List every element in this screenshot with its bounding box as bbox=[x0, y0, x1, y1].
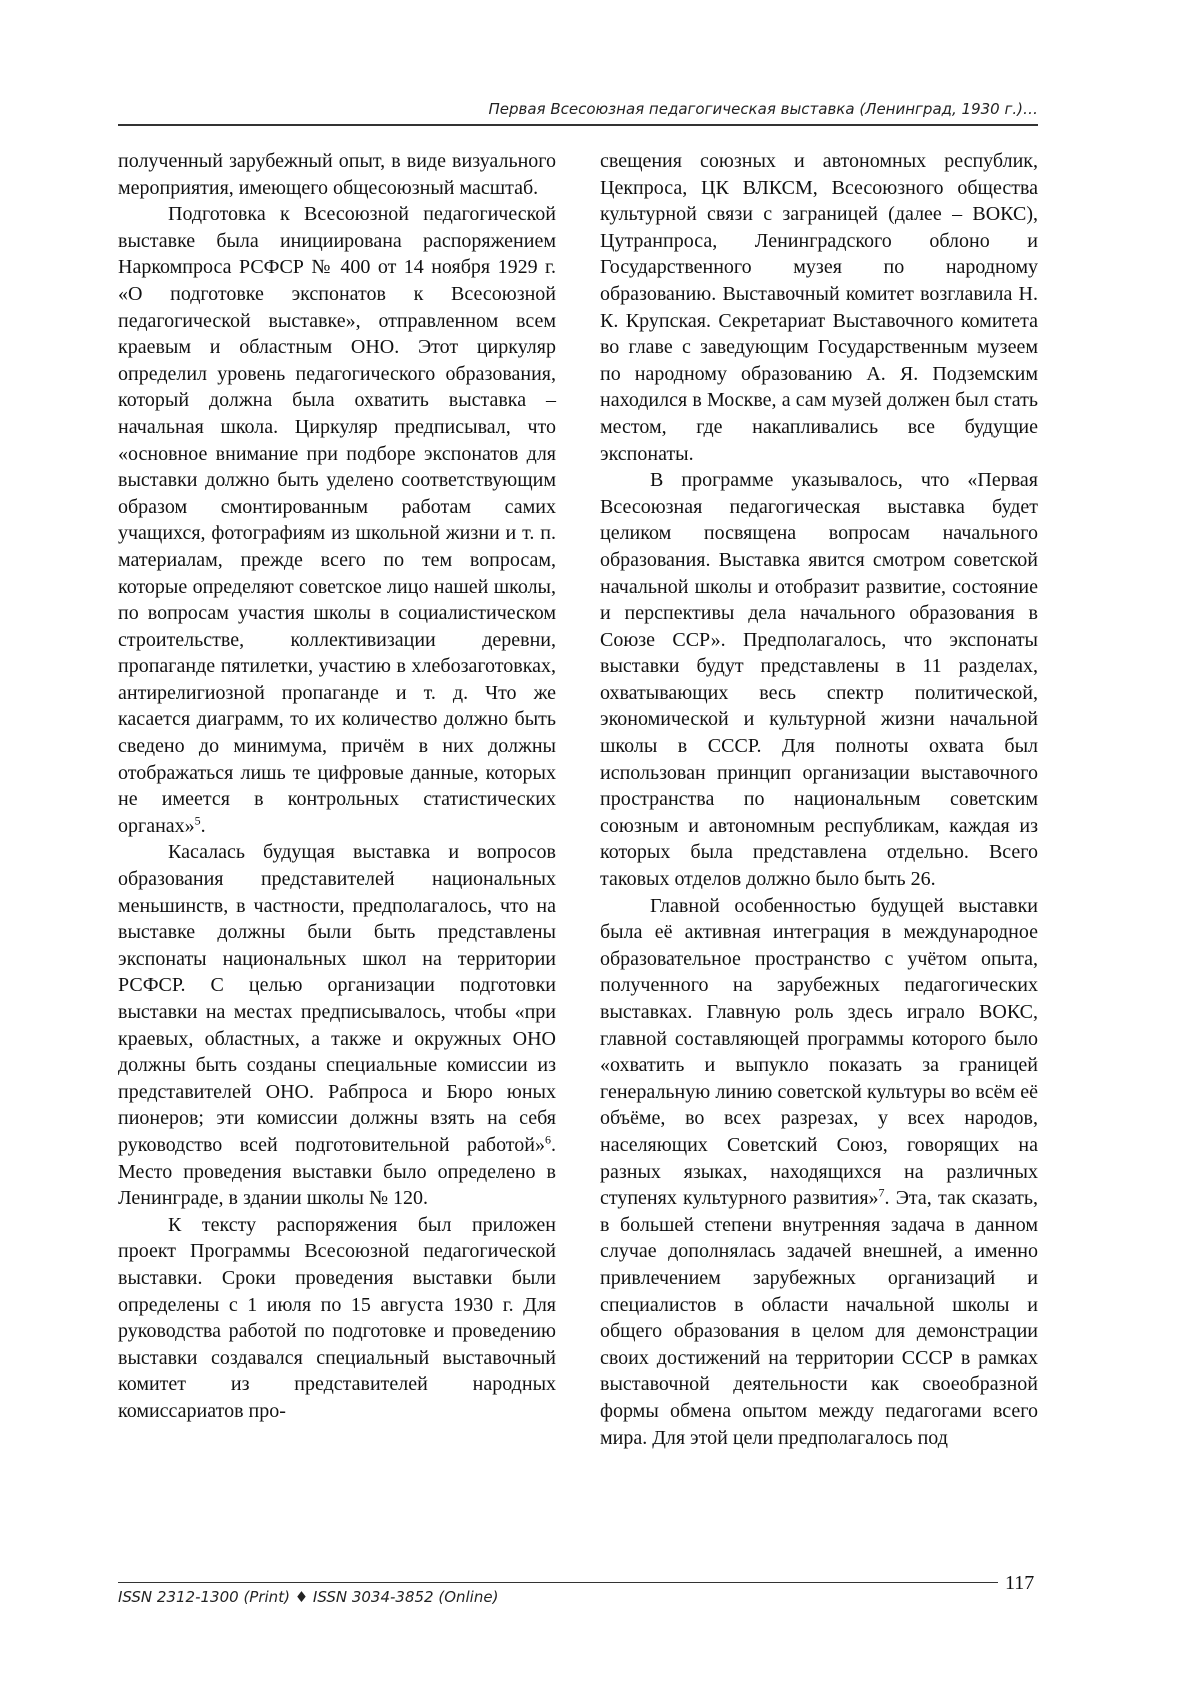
issn-line: ISSN 2312-1300 (Print) ♦ ISSN 3034-3852 (Online) bbox=[118, 1588, 499, 1606]
paragraph-text: Подготовка к Всесоюзной педагогической выставке была инициирована распоряжением Наркомпроса РСФСР № 400 от 14 ноября 1929 г. «О подготовке экспонатов к Всесоюзной педагогической выставке», отправленном всем краевым и областным ОНО. Этот циркуляр определил уровень педагогического образования, который должна была охватить выставка – начальная школа. Циркуляр предписывал, что «основное внимание при подборе экспонатов для выставки должно быть уделено соответствующим образом смонтированным работам самих учащихся, фотографиям из школьной жизни и т. п. материалам, прежде всего по тем вопросам, которые определяют советское лицо нашей школы, по вопросам участия школы в социалистическом строительстве, коллективизации деревни, пропаганде пятилетки, участию в хлебозаготовках, антирелигиозной пропаганде и т. д. Что же касается диаграмм, то их количество должно быть сведено до минимума, причём в них должны отображаться лишь те цифровые данные, которых не имеется в контрольных статистических органах» bbox=[118, 203, 556, 837]
paragraph-text: . Место проведения выставки было определено в Ленинграде, в здании школы № 120. bbox=[118, 1133, 556, 1210]
footer-rule bbox=[118, 1582, 998, 1583]
right-column bbox=[600, 148, 1038, 1451]
paragraph-text: Касалась будущая выставка и вопросов образования представителей национальных меньшинств, в частности, предполагалось, что на выставке должны были быть представлены экспонаты национальных школ на территории РСФСР. С целью организации подготовки выставки на местах предписывалось, чтобы «при краевых, областных, а также и окружных ОНО должны быть созданы специальные комиссии из представителей ОНО. Рабпроса и Бюро юных пионеров; эти комиссии должны взять на себя руководство всей подготовительной работой» bbox=[118, 841, 556, 1156]
paragraph: К тексту распоряжения был приложен проект Программы Всесоюзной педагогической выставки. Сроки проведения выставки были определены с 1 июля по 15 августа 1930 г. Для руководства работой по подготовке и проведению выставки создавался специальный выставочный комитет из представителей народных комиссариатов про- bbox=[118, 1213, 556, 1422]
paragraph bbox=[118, 201, 556, 839]
footnote-ref[interactable]: 7 bbox=[878, 1185, 885, 1200]
left-column bbox=[118, 148, 556, 1425]
running-title: Первая Всесоюзная педагогическая выставка (Ленинград, 1930 г.)… bbox=[488, 100, 1038, 118]
footnote-ref[interactable]: 5 bbox=[194, 813, 201, 828]
paragraph bbox=[118, 839, 556, 1211]
footnote-ref[interactable]: 6 bbox=[545, 1132, 551, 1147]
paragraph: полученный зарубежный опыт, в виде визуального мероприятия, имеющего общесоюзный масштаб. bbox=[118, 150, 556, 199]
paragraph bbox=[600, 893, 1038, 1451]
paragraph-text: Главной особенностью будущей выставки была её активная интеграция в международное образовательное пространство с учётом опыта, полученного на зарубежных педагогических выставках. Главную роль здесь играло ВОКС, главной составляющей программы которого было «охватить и выпукло показать за границей генеральную линию советской культуры во всём её объёме, во всех разрезах, у всех народов, населяющих Советский Союз, говорящих на разных языках, находящихся на различных ступенях культурного развития» bbox=[600, 894, 1038, 1210]
page-number: 117 bbox=[1005, 1572, 1035, 1594]
paragraph: свещения союзных и автономных республик, Цекпроса, ЦК ВЛКСМ, Всесоюзного общества культурной связи с заграницей (далее – ВОКС), Цутранпроса, Ленинградского облоно и Государственного музея по народному образованию. Выставочный комитет возглавила Н. К. Крупская. Секретариат Выставочного комитета во главе с заведующим Государственным музеем по народному образованию А. Я. Подземским находился в Москве, а сам музей должен был стать местом, где накапливались все будущие экспонаты. bbox=[600, 150, 1038, 465]
paragraph-text: . Эта, так сказать, в большей степени внутренняя задача в данном случае дополнялась задачей внешней, а именно привлечением зарубежных организаций и специалистов в области начальной школы и общего образования в целом для демонстрации своих достижений на территории СССР в рамках выставочной деятельности как своеобразной формы обмена опытом между педагогами всего мира. Для этой цели предполагалось под bbox=[600, 1187, 1039, 1449]
paragraph-text: . bbox=[200, 814, 206, 837]
paragraph: В программе указывалось, что «Первая Всесоюзная педагогическая выставка будет целиком посвящена вопросам начального образования. Выставка явится смотром советской начальной школы и отобразит развитие, состояние и перспективы дела начального образования в Союзе ССР». Предполагалось, что экспонаты выставки будут представлены в 11 разделах, охватывающих весь спектр политической, экономической и культурной жизни начальной школы в СССР. Для полноты охвата был использован принцип организации выставочного пространства по национальным советским союзным и автономным республикам, каждая из которых была представлена отдельно. Всего таковых отделов должно было быть 26. bbox=[600, 469, 1038, 891]
header-rule bbox=[118, 124, 1038, 126]
